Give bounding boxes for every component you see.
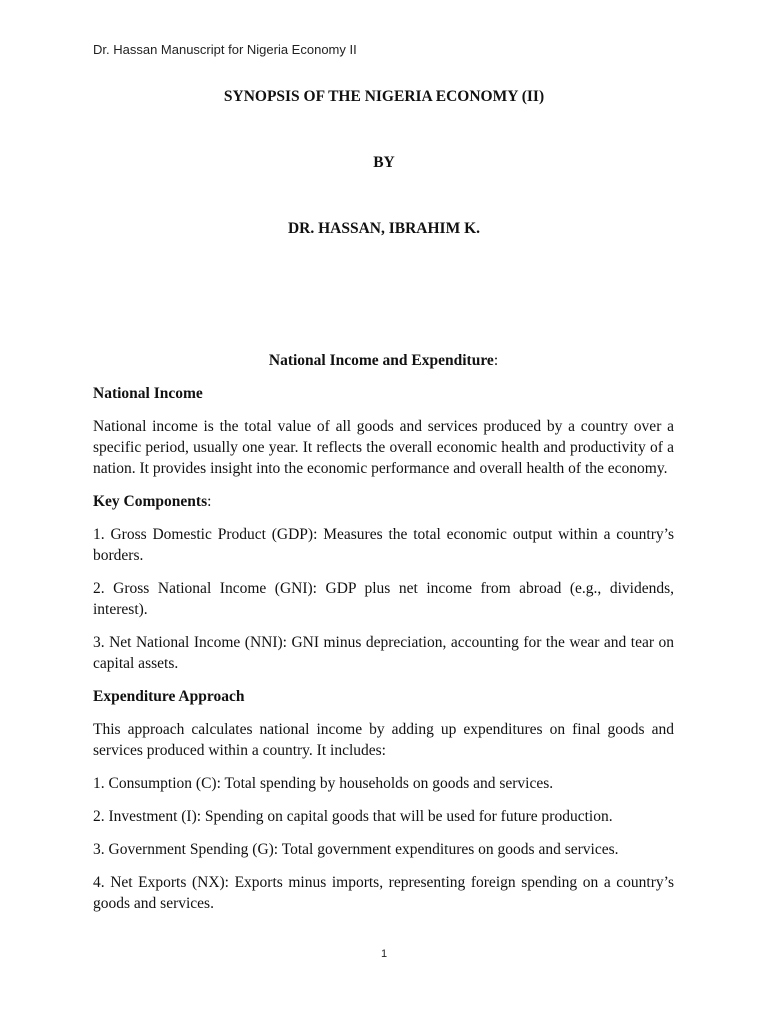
national-income-heading: National Income [93, 385, 203, 402]
key-component-item: 1. Gross Domestic Product (GDP): Measures the total economic output within a country’s borders. [93, 526, 674, 564]
author-name: DR. HASSAN, IBRAHIM K. [287, 220, 481, 237]
by-line: BY [373, 154, 395, 171]
key-components-heading [93, 491, 674, 512]
section-title-colon: : [493, 352, 499, 369]
key-components-colon: : [207, 493, 212, 510]
key-components-heading-text: Key Components [93, 493, 208, 510]
document-title: SYNOPSIS OF THE NIGERIA ECONOMY (II) [223, 88, 545, 105]
key-component-item: 3. Net National Income (NNI): GNI minus depreciation, accounting for the wear and tear on capital assets. [93, 634, 674, 672]
body-text [93, 350, 674, 926]
section-title-text: National Income and Expenditure [268, 352, 494, 369]
expenditure-approach-intro: This approach calculates national income by adding up expenditures on final goods and services produced within a country. It includes: [93, 721, 674, 759]
expenditure-approach-heading: Expenditure Approach [93, 688, 245, 705]
national-income-paragraph: National income is the total value of all goods and services produced by a country over a specific period, usually one year. It reflects the overall economic health and productivity of a nation. It provides insight into the economic performance and overall health of the economy. [93, 418, 674, 477]
page-number: 1 [380, 948, 388, 960]
section-title [93, 350, 674, 371]
expenditure-item: 2. Investment (I): Spending on capital goods that will be used for future production. [93, 808, 613, 825]
running-header: Dr. Hassan Manuscript for Nigeria Economy II [93, 42, 357, 57]
expenditure-item: 3. Government Spending (G): Total government expenditures on goods and services. [93, 841, 619, 858]
key-component-item: 2. Gross National Income (GNI): GDP plus net income from abroad (e.g., dividends, interest). [93, 580, 674, 618]
expenditure-item: 1. Consumption (C): Total spending by households on goods and services. [93, 775, 554, 792]
expenditure-item: 4. Net Exports (NX): Exports minus imports, representing foreign spending on a country’s goods and services. [93, 874, 674, 912]
